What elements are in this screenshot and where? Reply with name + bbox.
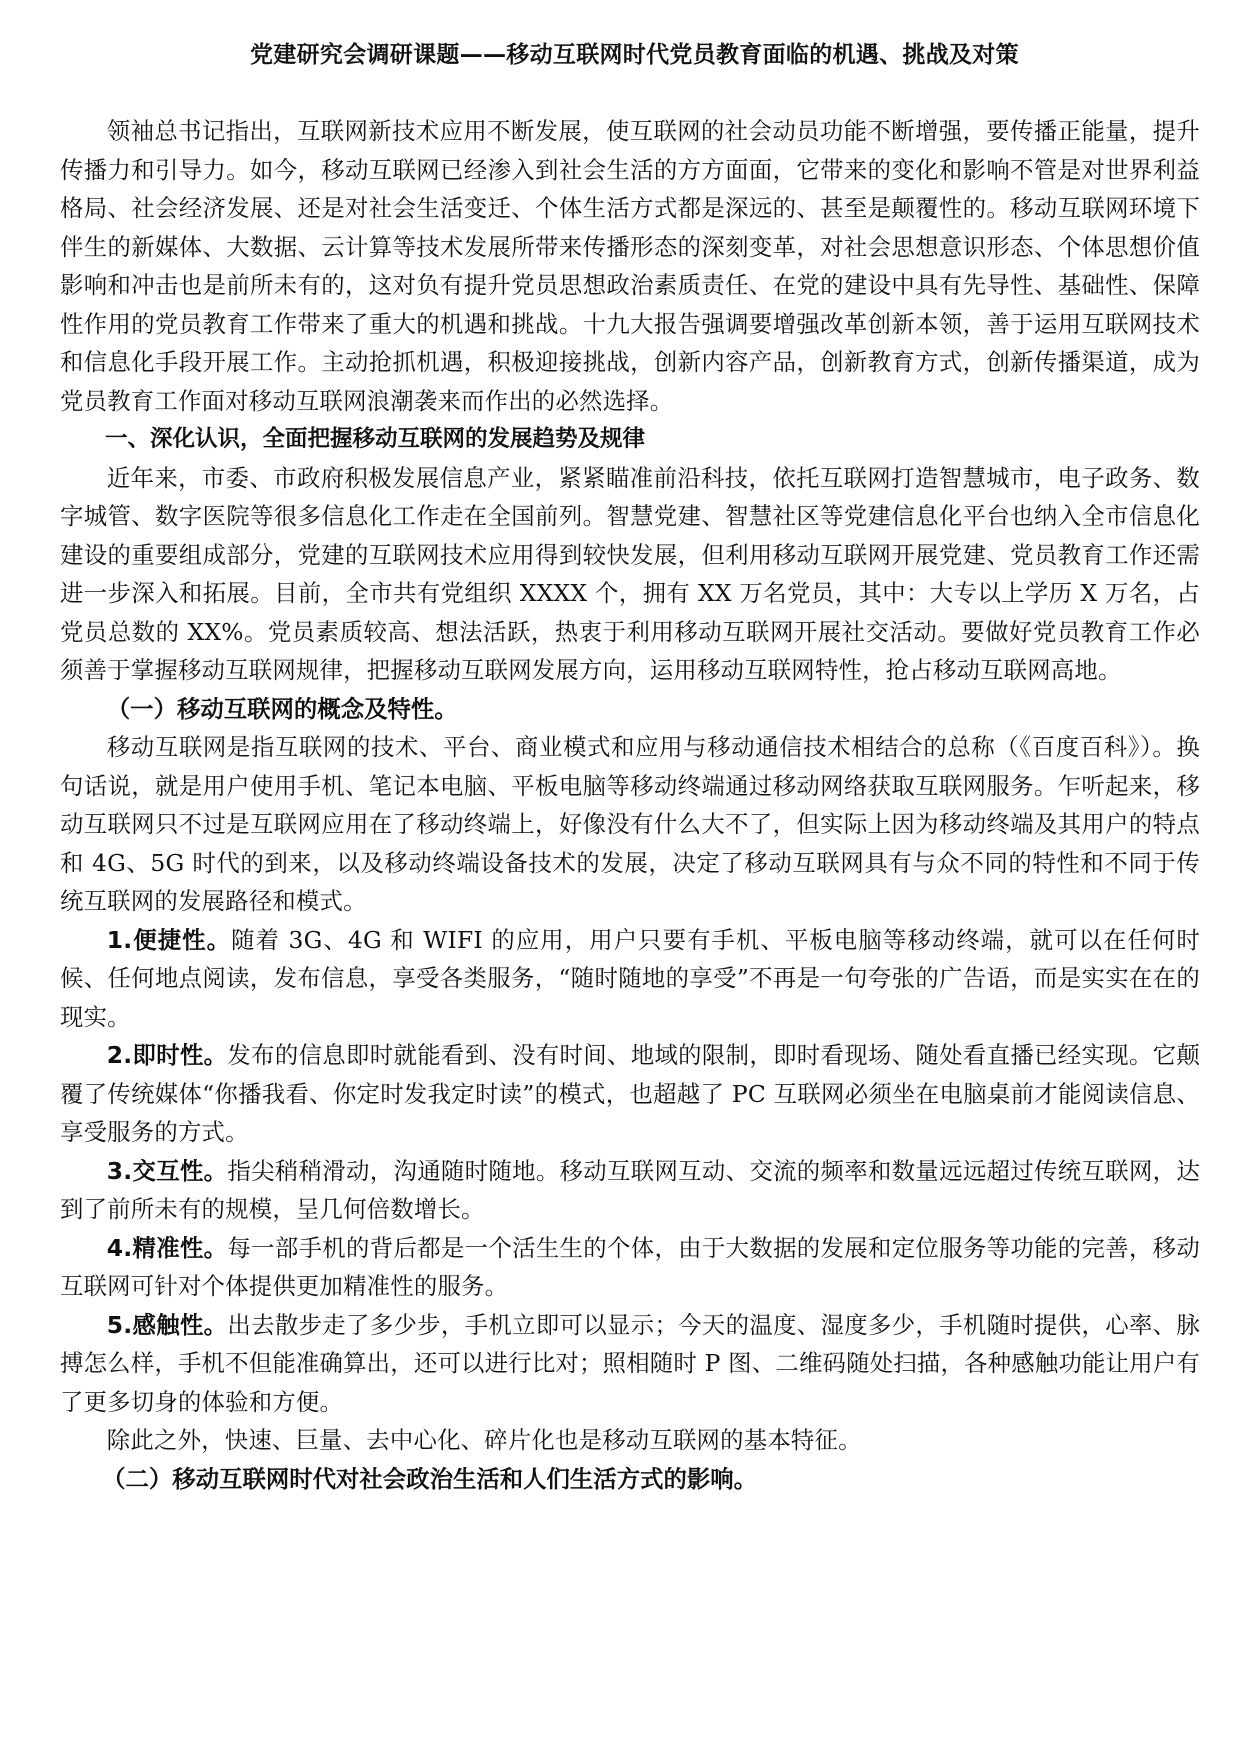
document-page xyxy=(60,38,1200,1498)
traits-closing-paragraph: 除此之外，快速、巨量、去中心化、碎片化也是移动互联网的基本特征。 xyxy=(106,1426,862,1454)
section-1-paragraph: 近年来，市委、市政府积极发展信息产业，紧紧瞄准前沿科技，依托互联网打造智慧城市，电子政务、数字城管、数字医院等很多信息化工作走在全国前列。智慧党建、智慧社区等党建信息化平台也纳入全市信息化建设的重要组成部分，党建的互联网技术应用得到较快发展，但利用移动互联网开展党建、党员教育工作还需进一步深入和拓展。目前，全市共有党组织 XXXX 个，拥有 XX 万名党员，其中：大专以上学历 X 万名，占党员总数的 XX%。党员素质较高、想法活跃，热衷于利用移动互联网开展社交活动。要做好党员教育工作必须善于掌握移动互联网规律，把握移动互联网发展方向，运用移动互联网特性，抢占移动互联网高地。 xyxy=(60,463,1200,684)
trait-interactivity-lead: 3.交互性。 xyxy=(106,1156,228,1185)
trait-convenience xyxy=(60,921,1200,1037)
subsection-1-paragraph: 移动互联网是指互联网的技术、平台、商业模式和应用与移动通信技术相结合的总称（《百度百科》）。换句话说，就是用户使用手机、笔记本电脑、平板电脑等移动终端通过移动网络获取互联网服务。乍听起来，移动互联网只不过是互联网应用在了移动终端上，好像没有什么大不了，但实际上因为移动终端及其用户的特点和 4G、5G 时代的到来，以及移动终端设备技术的发展，决定了移动互联网具有与众不同的特性和不同于传统互联网的发展路径和模式。 xyxy=(60,733,1201,915)
subsection-2-heading: （二）移动互联网时代对社会政治生活和人们生活方式的影响。 xyxy=(102,1464,758,1493)
intro-paragraph: 领袖总书记指出，互联网新技术应用不断发展，使互联网的社会动员功能不断增强，要传播正能量，提升传播力和引导力。如今，移动互联网已经渗入到社会生活的方方面面，它带来的变化和影响不管是对世界利益格局、社会经济发展、还是对社会生活变迁、个体生活方式都是深远的、甚至是颠覆性的。移动互联网环境下伴生的新媒体、大数据、云计算等技术发展所带来传播形态的深刻变革，对社会思想意识形态、个体思想价值影响和冲击也是前所未有的，这对负有提升党员思想政治素质责任、在党的建设中具有先导性、基础性、保障性作用的党员教育工作带来了重大的机遇和挑战。十九大报告强调要增强改革创新本领，善于运用互联网技术和信息化手段开展工作。主动抢抓机遇，积极迎接挑战，创新内容产品，创新教育方式，创新传播渠道，成为党员教育工作面对移动互联网浪潮袭来而作出的必然选择。 xyxy=(60,117,1200,415)
section-1-heading: 一、深化认识，全面把握移动互联网的发展趋势及规律 xyxy=(105,426,646,452)
trait-sensing-lead: 5.感触性。 xyxy=(106,1310,228,1339)
trait-immediacy-text: 发布的信息即时就能看到、没有时间、地域的限制，即时看现场、随处看直播已经实现。它颠覆了传统媒体“你播我看、你定时发我定时读”的模式，也超越了 PC 互联网必须坐在电脑桌前才能阅读信息、享受服务的方式。 xyxy=(60,1041,1200,1146)
trait-interactivity xyxy=(60,1152,1200,1229)
trait-immediacy xyxy=(60,1036,1200,1152)
subsection-1-heading: （一）移动互联网的概念及特性。 xyxy=(106,694,458,723)
trait-interactivity-text: 指尖稍稍滑动，沟通随时随地。移动互联网互动、交流的频率和数量远远超过传统互联网，达到了前所未有的规模，呈几何倍数增长。 xyxy=(60,1156,1200,1223)
document-title: 党建研究会调研课题——移动互联网时代党员教育面临的机遇、挑战及对策 xyxy=(250,42,1019,68)
trait-convenience-lead: 1.便捷性。 xyxy=(106,925,232,954)
trait-sensing-text: 出去散步走了多少步，手机立即可以显示；今天的温度、湿度多少，手机随时提供，心率、脉搏怎么样，手机不但能准确算出，还可以进行比对；照相随时 P 图、二维码随处扫描，各种感触功能让用户有了更多切身的体验和方便。 xyxy=(60,1310,1200,1416)
trait-immediacy-lead: 2.即时性。 xyxy=(106,1041,228,1069)
trait-precision xyxy=(60,1229,1200,1306)
trait-precision-lead: 4.精准性。 xyxy=(106,1233,228,1262)
trait-convenience-text: 随着 3G、4G 和 WIFI 的应用，用户只要有手机、平板电脑等移动终端，就可以在任何时候、任何地点阅读，发布信息，享受各类服务，“随时随地的享受”不再是一句夸张的广告语，而是实实在在的现实。 xyxy=(60,925,1200,1031)
trait-sensing xyxy=(60,1306,1200,1422)
trait-precision-text: 每一部手机的背后都是一个活生生的个体，由于大数据的发展和定位服务等功能的完善，移动互联网可针对个体提供更加精准性的服务。 xyxy=(60,1233,1200,1300)
